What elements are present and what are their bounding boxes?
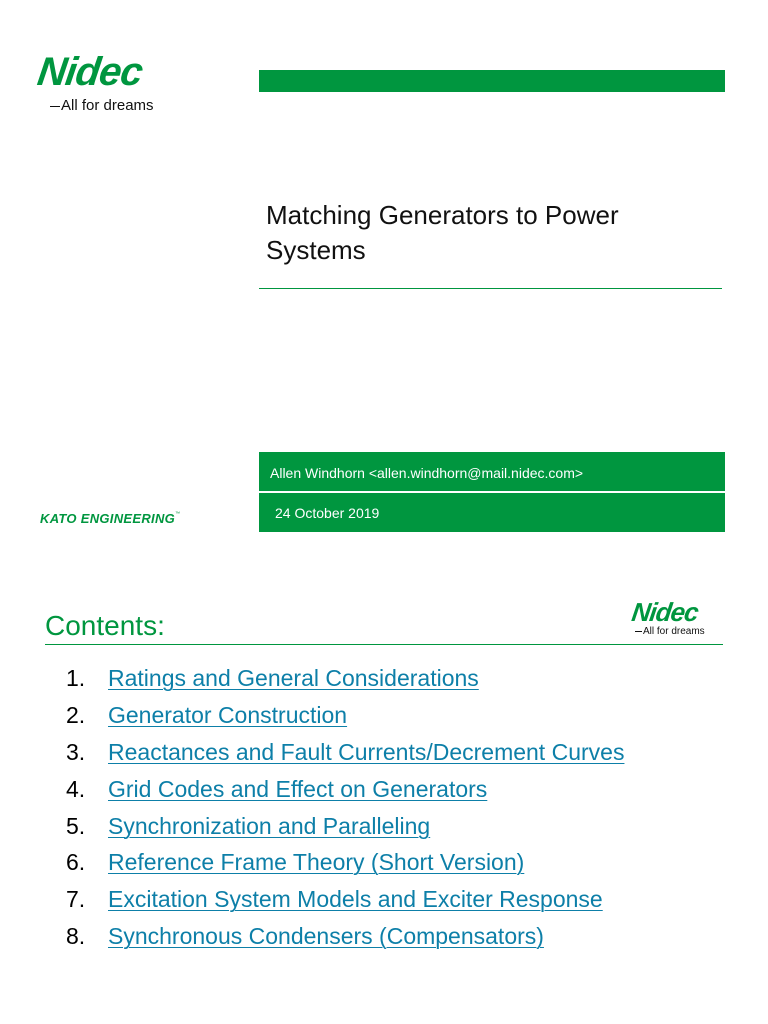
title-divider	[259, 288, 722, 289]
nidec-tagline-small-text: All for dreams	[643, 626, 705, 637]
contents-divider	[45, 644, 723, 645]
toc-item	[66, 771, 624, 808]
presentation-title: Matching Generators to Power Systems	[266, 200, 619, 265]
toc-item	[66, 697, 624, 734]
toc-link-reference-frame[interactable]: Reference Frame Theory (Short Version)	[108, 849, 525, 876]
nidec-wordmark: Nidec	[34, 50, 146, 94]
toc-link-construction[interactable]: Generator Construction	[108, 701, 348, 728]
toc-number: 1.	[66, 665, 86, 691]
toc-item	[66, 660, 624, 697]
nidec-logo-small	[626, 596, 726, 640]
nidec-tagline-small	[635, 626, 705, 638]
contents-heading: Contents:	[45, 610, 165, 641]
kato-brand-text: KATO ENGINEERING	[40, 511, 176, 526]
author-bar	[259, 452, 725, 491]
nidec-wordmark-small: Nidec	[629, 597, 700, 627]
toc-link-excitation[interactable]: Excitation System Models and Exciter Response	[108, 886, 603, 913]
toc-number: 6.	[66, 849, 86, 876]
presentation-date: 24 October 2019	[275, 505, 380, 521]
toc-number: 7.	[66, 886, 86, 913]
toc-item	[66, 808, 624, 845]
arrow-icon	[635, 631, 642, 632]
header-green-bar	[259, 70, 725, 92]
table-of-contents	[66, 660, 624, 955]
toc-number: 8.	[66, 923, 86, 950]
toc-number: 4.	[66, 775, 86, 802]
toc-item	[66, 844, 624, 881]
nidec-tagline-text: All for dreams	[61, 97, 154, 114]
kato-engineering-logo	[40, 511, 180, 526]
toc-item	[66, 918, 624, 955]
toc-link-condensers[interactable]: Synchronous Condensers (Compensators)	[108, 923, 544, 950]
nidec-tagline	[50, 97, 154, 115]
toc-link-grid-codes[interactable]: Grid Codes and Effect on Generators	[108, 775, 488, 802]
toc-link-reactances[interactable]: Reactances and Fault Currents/Decrement Curves	[108, 738, 625, 765]
toc-item	[66, 734, 624, 771]
toc-number: 3.	[66, 738, 86, 765]
toc-link-synchronization[interactable]: Synchronization and Paralleling	[108, 812, 431, 839]
nidec-logo	[28, 50, 198, 122]
arrow-icon	[50, 106, 60, 107]
toc-link-ratings[interactable]: Ratings and General Considerations	[108, 665, 479, 691]
trademark-mark: ™	[175, 511, 181, 517]
date-bar	[259, 493, 725, 532]
toc-number: 2.	[66, 701, 86, 728]
author-text: Allen Windhorn <allen.windhorn@mail.nidec.com>	[270, 465, 584, 481]
toc-item	[66, 881, 624, 918]
toc-number: 5.	[66, 812, 86, 839]
